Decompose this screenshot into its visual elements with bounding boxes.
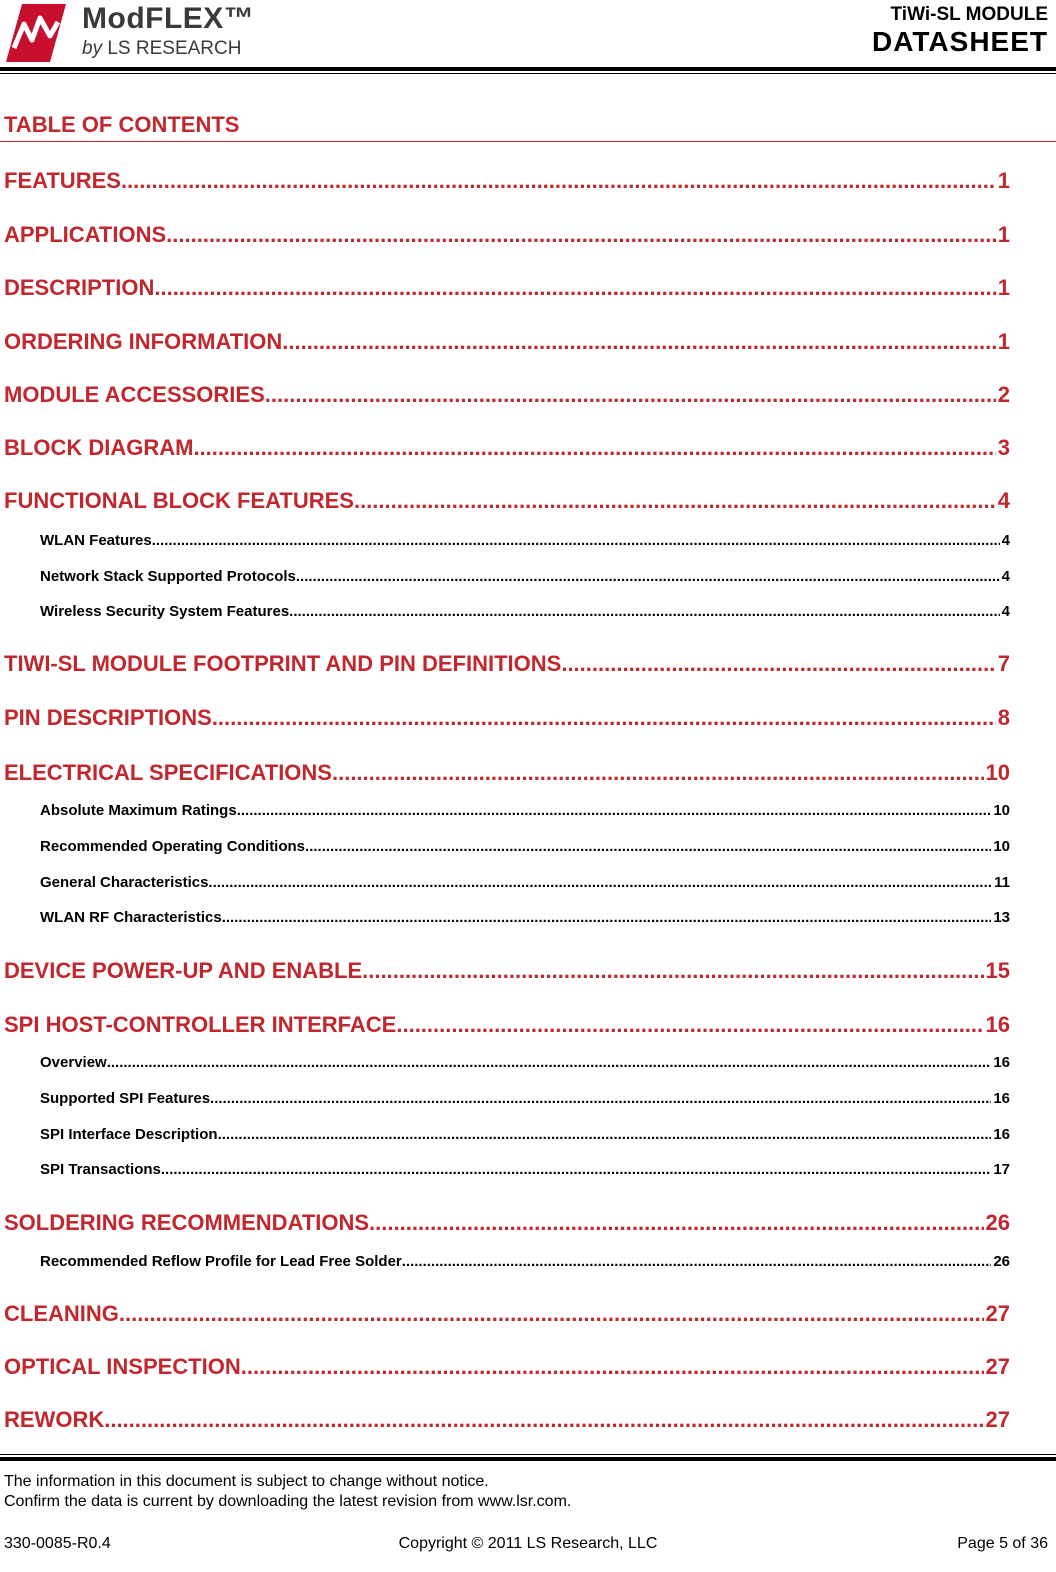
toc-entry-page: 16 xyxy=(985,1012,1010,1037)
toc-entry-footprint-pin-definitions[interactable] xyxy=(4,651,1010,677)
header-rule-thin xyxy=(0,73,1056,74)
toc-leader xyxy=(166,222,996,248)
toc-entry-spi-transactions[interactable] xyxy=(40,1161,1010,1178)
toc-entry-title: Recommended Reflow Profile for Lead Free Solder xyxy=(40,1253,402,1270)
toc-leader xyxy=(208,874,992,891)
brand-company: LS RESEARCH xyxy=(107,38,242,59)
toc-entry-page: 2 xyxy=(997,382,1010,407)
copyright: Copyright © 2011 LS Research, LLC xyxy=(398,1535,658,1552)
toc-leader xyxy=(396,1012,983,1038)
toc-leader xyxy=(107,1054,992,1071)
toc-entry-page: 26 xyxy=(985,1210,1010,1235)
toc-entry-reflow-profile[interactable] xyxy=(40,1253,1010,1270)
toc-entry-title: Overview xyxy=(40,1054,107,1071)
toc-entry-title: ELECTRICAL SPECIFICATIONS xyxy=(4,760,332,785)
toc-entry-page: 4 xyxy=(997,488,1010,513)
toc-leader xyxy=(218,1126,992,1143)
toc-entry-title: CLEANING xyxy=(4,1301,119,1326)
toc-entry-device-power-up[interactable] xyxy=(4,958,1010,984)
brand-name: ModFLEX™ xyxy=(82,2,255,35)
footer-bar xyxy=(0,1533,1056,1557)
toc-leader xyxy=(282,329,996,355)
toc-entry-page: 4 xyxy=(1001,603,1010,620)
toc-leader xyxy=(305,838,991,855)
toc-leader xyxy=(161,1161,991,1178)
toc-entry-title: Network Stack Supported Protocols xyxy=(40,568,296,585)
toc-entry-module-accessories[interactable] xyxy=(4,382,1010,408)
toc-leader xyxy=(296,568,1000,585)
toc-entry-page: 4 xyxy=(1001,532,1010,549)
toc-entry-title: APPLICATIONS xyxy=(4,222,167,247)
toc-entry-page: 27 xyxy=(985,1301,1010,1326)
brand-by: by xyxy=(82,38,103,59)
page-number: Page 5 of 36 xyxy=(957,1535,1048,1552)
toc-entry-applications[interactable] xyxy=(4,222,1010,248)
toc-leader xyxy=(402,1253,992,1270)
module-title: TiWi-SL MODULE xyxy=(890,4,1048,25)
toc-entry-page: 26 xyxy=(993,1253,1010,1270)
toc-entry-title: Supported SPI Features xyxy=(40,1090,211,1107)
toc-leader xyxy=(289,603,1000,620)
footer-note-line-1: The information in this document is subject to change without notice. xyxy=(4,1473,489,1490)
toc-entry-page: 3 xyxy=(997,435,1010,460)
toc-entry-title: SPI Transactions xyxy=(40,1161,161,1178)
footer-rule-thick xyxy=(0,1457,1056,1461)
toc-entry-features[interactable] xyxy=(4,168,1010,194)
toc-entry-functional-block-features[interactable] xyxy=(4,488,1010,514)
toc-entry-absolute-maximum-ratings[interactable] xyxy=(40,802,1010,819)
toc-entry-page: 27 xyxy=(985,1354,1010,1379)
toc-entry-title: TIWI-SL MODULE FOOTPRINT AND PIN DEFINITIONS xyxy=(4,651,562,676)
toc-entry-title: Absolute Maximum Ratings xyxy=(40,802,237,819)
footer-note xyxy=(4,1472,571,1512)
toc-entry-page: 8 xyxy=(997,705,1010,730)
toc-entry-page: 11 xyxy=(994,874,1010,891)
toc-entry-wireless-security[interactable] xyxy=(40,603,1010,620)
toc-entry-network-stack[interactable] xyxy=(40,568,1010,585)
page-header xyxy=(0,0,1056,68)
toc-entry-page: 1 xyxy=(997,329,1010,354)
toc-entry-wlan-features[interactable] xyxy=(40,532,1010,549)
toc-entry-page: 1 xyxy=(997,168,1010,193)
toc-entry-page: 13 xyxy=(993,909,1010,926)
toc-entry-spi-interface-description[interactable] xyxy=(40,1126,1010,1143)
toc-leader xyxy=(212,705,996,731)
toc-leader xyxy=(265,382,996,408)
toc-leader xyxy=(154,275,995,301)
toc-entry-title: WLAN RF Characteristics xyxy=(40,909,222,926)
toc-leader xyxy=(104,1407,983,1433)
toc-entry-spi-host-controller[interactable] xyxy=(4,1012,1010,1038)
toc-entry-overview[interactable] xyxy=(40,1054,1010,1071)
toc-entry-pin-descriptions[interactable] xyxy=(4,705,1010,731)
brand-subtitle xyxy=(82,38,254,60)
toc-leader xyxy=(222,909,992,926)
toc-entry-page: 10 xyxy=(993,838,1010,855)
toc-entry-page: 1 xyxy=(997,222,1010,247)
toc-entry-page: 17 xyxy=(993,1161,1010,1178)
toc-entry-title: REWORK xyxy=(4,1407,105,1432)
toc-entry-title: BLOCK DIAGRAM xyxy=(4,435,194,460)
toc-entry-supported-spi-features[interactable] xyxy=(40,1090,1010,1107)
toc-entry-electrical-specifications[interactable] xyxy=(4,760,1010,786)
toc-entry-page: 27 xyxy=(985,1407,1010,1432)
toc-leader xyxy=(332,760,984,786)
toc-entry-page: 16 xyxy=(993,1090,1010,1107)
toc-entry-title: DEVICE POWER-UP AND ENABLE xyxy=(4,958,363,983)
toc-leader xyxy=(241,1354,984,1380)
toc-entry-title: PIN DESCRIPTIONS xyxy=(4,705,212,730)
footer-note-line-2: Confirm the data is current by downloading the latest revision from www.lsr.com. xyxy=(4,1493,572,1510)
toc-entry-title: FEATURES xyxy=(4,168,121,193)
toc-entry-title: Wireless Security System Features xyxy=(40,603,290,620)
toc-leader xyxy=(121,168,996,194)
doc-number: 330-0085-R0.4 xyxy=(4,1535,111,1552)
toc-entry-general-characteristics[interactable] xyxy=(40,874,1010,891)
toc-entry-page: 16 xyxy=(993,1126,1010,1143)
toc-leader xyxy=(354,488,996,514)
toc-entry-page: 15 xyxy=(985,958,1010,983)
toc-entry-block-diagram[interactable] xyxy=(4,435,1010,461)
toc-leader xyxy=(237,802,992,819)
toc-entry-page: 10 xyxy=(985,760,1010,785)
toc-entry-page: 1 xyxy=(997,275,1010,300)
toc-entry-recommended-operating-conditions[interactable] xyxy=(40,838,1010,855)
toc-entry-title: MODULE ACCESSORIES xyxy=(4,382,265,407)
toc-entry-title: FUNCTIONAL BLOCK FEATURES xyxy=(4,488,354,513)
brand-block xyxy=(82,2,254,60)
toc-entry-title: SPI Interface Description xyxy=(40,1126,218,1143)
toc-leader xyxy=(193,435,995,461)
toc-heading: TABLE OF CONTENTS xyxy=(4,112,240,137)
toc-entry-optical-inspection[interactable] xyxy=(4,1354,1010,1380)
toc-entry-page: 16 xyxy=(993,1054,1010,1071)
toc-entry-title: SOLDERING RECOMMENDATIONS xyxy=(4,1210,370,1235)
doc-type: DATASHEET xyxy=(872,26,1048,57)
toc-entry-rework[interactable] xyxy=(4,1407,1010,1433)
toc-leader xyxy=(362,958,983,984)
toc-entry-wlan-rf-characteristics[interactable] xyxy=(40,909,1010,926)
toc-entry-page: 10 xyxy=(993,802,1010,819)
toc-leader xyxy=(561,651,995,677)
toc-entry-title: OPTICAL INSPECTION xyxy=(4,1354,241,1379)
header-rule-thick xyxy=(0,67,1056,71)
toc-entry-title: WLAN Features xyxy=(40,532,152,549)
toc-heading-rule xyxy=(0,141,1056,142)
toc-leader xyxy=(210,1090,991,1107)
toc-entry-description[interactable] xyxy=(4,275,1010,301)
toc-entry-cleaning[interactable] xyxy=(4,1301,1010,1327)
toc-entry-soldering-recommendations[interactable] xyxy=(4,1210,1010,1236)
toc-leader xyxy=(152,532,1000,549)
toc-entry-title: DESCRIPTION xyxy=(4,275,155,300)
toc-leader xyxy=(369,1210,983,1236)
toc-entry-page: 7 xyxy=(997,651,1010,676)
toc-leader xyxy=(119,1301,984,1327)
toc-entry-title: SPI HOST-CONTROLLER INTERFACE xyxy=(4,1012,397,1037)
footer-rule-thin xyxy=(0,1454,1056,1455)
toc-entry-title: Recommended Operating Conditions xyxy=(40,838,306,855)
toc-entry-ordering-information[interactable] xyxy=(4,329,1010,355)
document-title xyxy=(872,4,1048,58)
modflex-logo-icon xyxy=(4,2,68,64)
toc-entry-title: ORDERING INFORMATION xyxy=(4,329,283,354)
toc-entry-title: General Characteristics xyxy=(40,874,209,891)
toc-entry-page: 4 xyxy=(1001,568,1010,585)
